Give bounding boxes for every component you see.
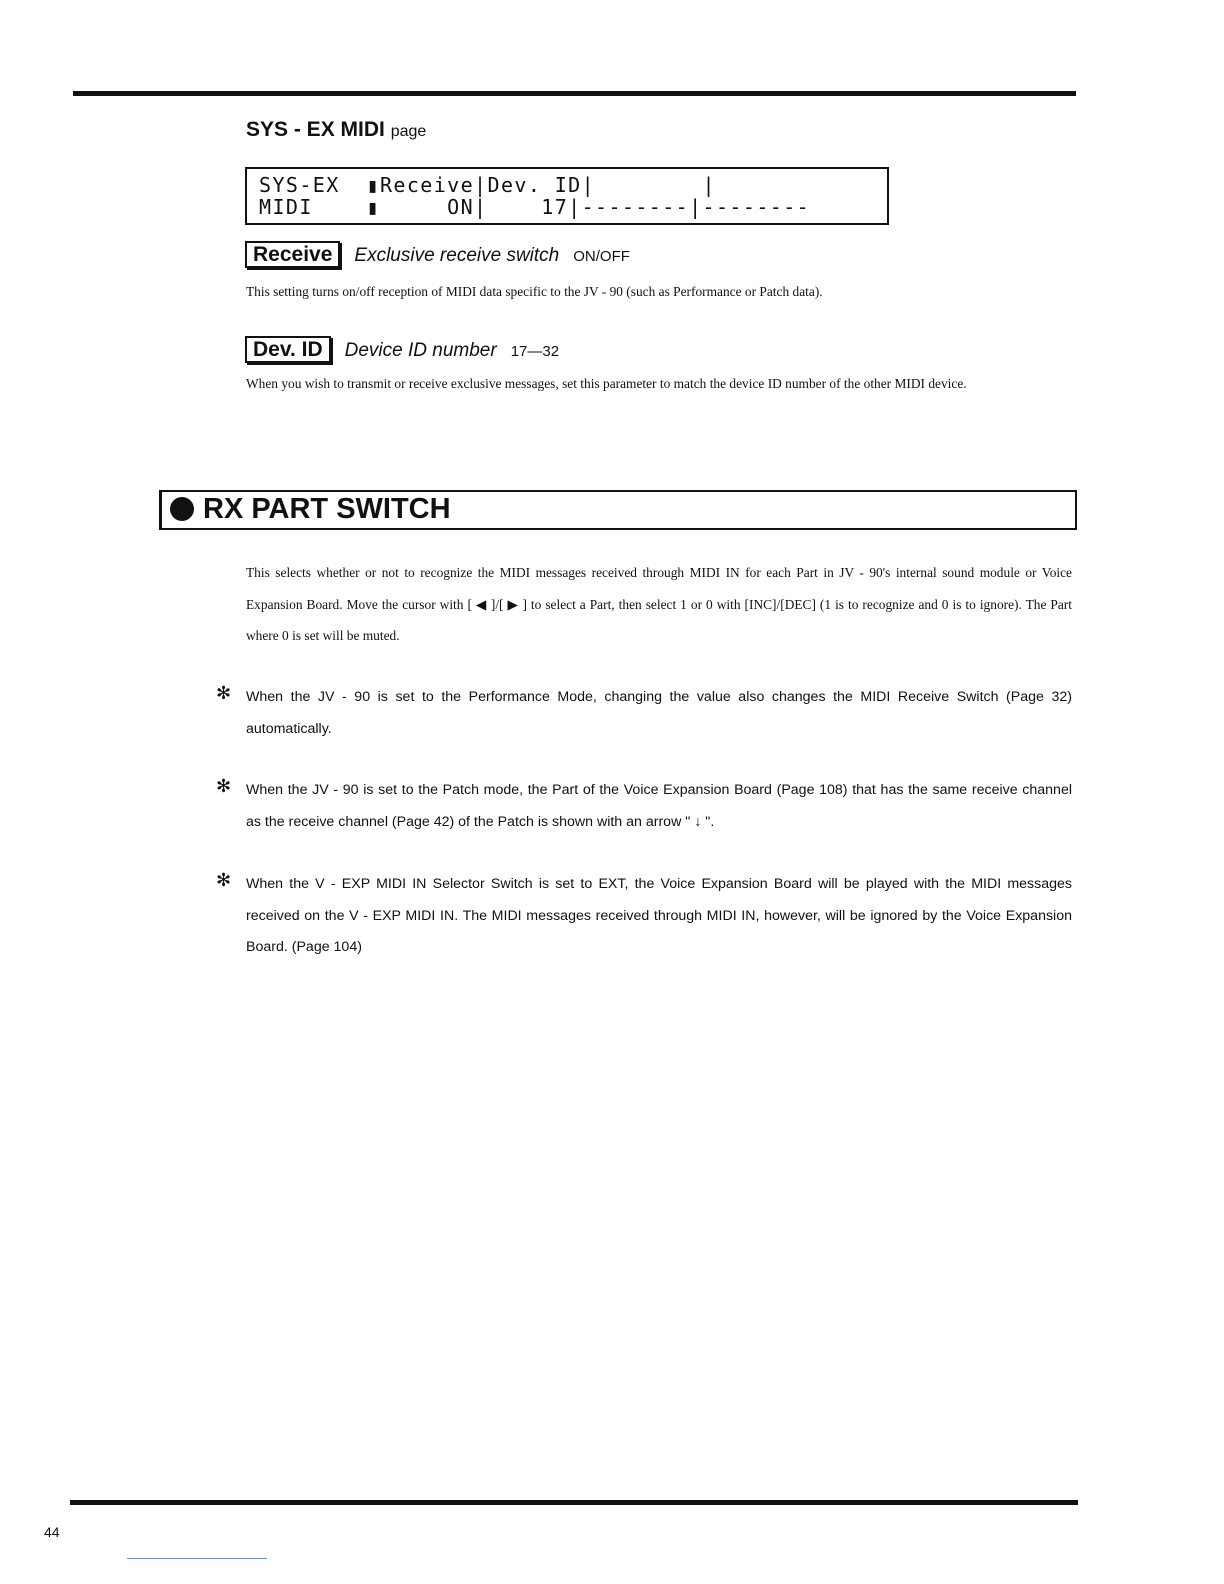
bottom-rule <box>70 1500 1078 1505</box>
param-devid-body: When you wish to transmit or receive exclusive messages, set this parameter to match the device ID number of the other MIDI device. <box>246 376 967 391</box>
page-heading-title: SYS - EX MIDI <box>246 118 385 141</box>
param-receive-body: This setting turns on/off reception of MIDI data specific to the JV - 90 (such as Performance or Patch data). <box>246 284 823 299</box>
param-devid-description: Device ID number <box>344 340 497 361</box>
note-3-asterisk-icon: ✻ <box>216 870 232 891</box>
top-rule <box>73 91 1076 96</box>
page-number: 44 <box>44 1524 60 1540</box>
page-heading-suffix: page <box>390 123 427 140</box>
lcd-line-1: SYS-EX ▮Receive|Dev. ID| | <box>259 173 716 197</box>
section-title-text: RX PART SWITCH <box>203 493 451 525</box>
section-body: This selects whether or not to recognize the MIDI messages received through MIDI IN for each Part in JV - 90's internal sound module or Voice Expansion Board. Move the cursor with [ ◀ ]/[ ▶ ] to select a Part, then select 1 or 0 with [INC]/[DEC] (1 is to recognize and 0 is to ignore). The Part where 0 is set will be muted. <box>246 565 1072 643</box>
param-devid-tag: Dev. ID <box>245 336 331 363</box>
param-receive-range: ON/OFF <box>573 248 630 265</box>
note-1-asterisk-icon: ✻ <box>216 683 232 704</box>
note-2-text: When the JV - 90 is set to the Patch mode, the Part of the Voice Expansion Board (Page 108) that has the same receive channel as the receive channel (Page 42) of the Patch is shown with an arrow " ↓ ". <box>246 782 1072 830</box>
param-receive-description: Exclusive receive switch <box>354 245 560 266</box>
page-heading <box>246 118 426 142</box>
param-devid-header <box>245 337 559 363</box>
param-devid-range: 17—32 <box>510 343 560 360</box>
bullet-icon <box>170 497 194 521</box>
footer-link-line <box>127 1558 267 1559</box>
lcd-display <box>245 167 889 225</box>
section-title <box>170 492 451 526</box>
param-receive-header <box>245 242 630 268</box>
note-3-text: When the V - EXP MIDI IN Selector Switch is set to EXT, the Voice Expansion Board will be played with the MIDI messages received on the V - EXP MIDI IN. The MIDI messages received through MIDI IN, however, will be ignored by the Voice Expansion Board. (Page 104) <box>246 876 1072 955</box>
lcd-line-2: MIDI ▮ ON| 17|--------|-------- <box>259 195 811 219</box>
note-2-asterisk-icon: ✻ <box>216 776 232 797</box>
note-1-text: When the JV - 90 is set to the Performance Mode, changing the value also changes the MIDI Receive Switch (Page 32) automatically. <box>246 689 1072 737</box>
param-receive-tag: Receive <box>245 241 340 268</box>
